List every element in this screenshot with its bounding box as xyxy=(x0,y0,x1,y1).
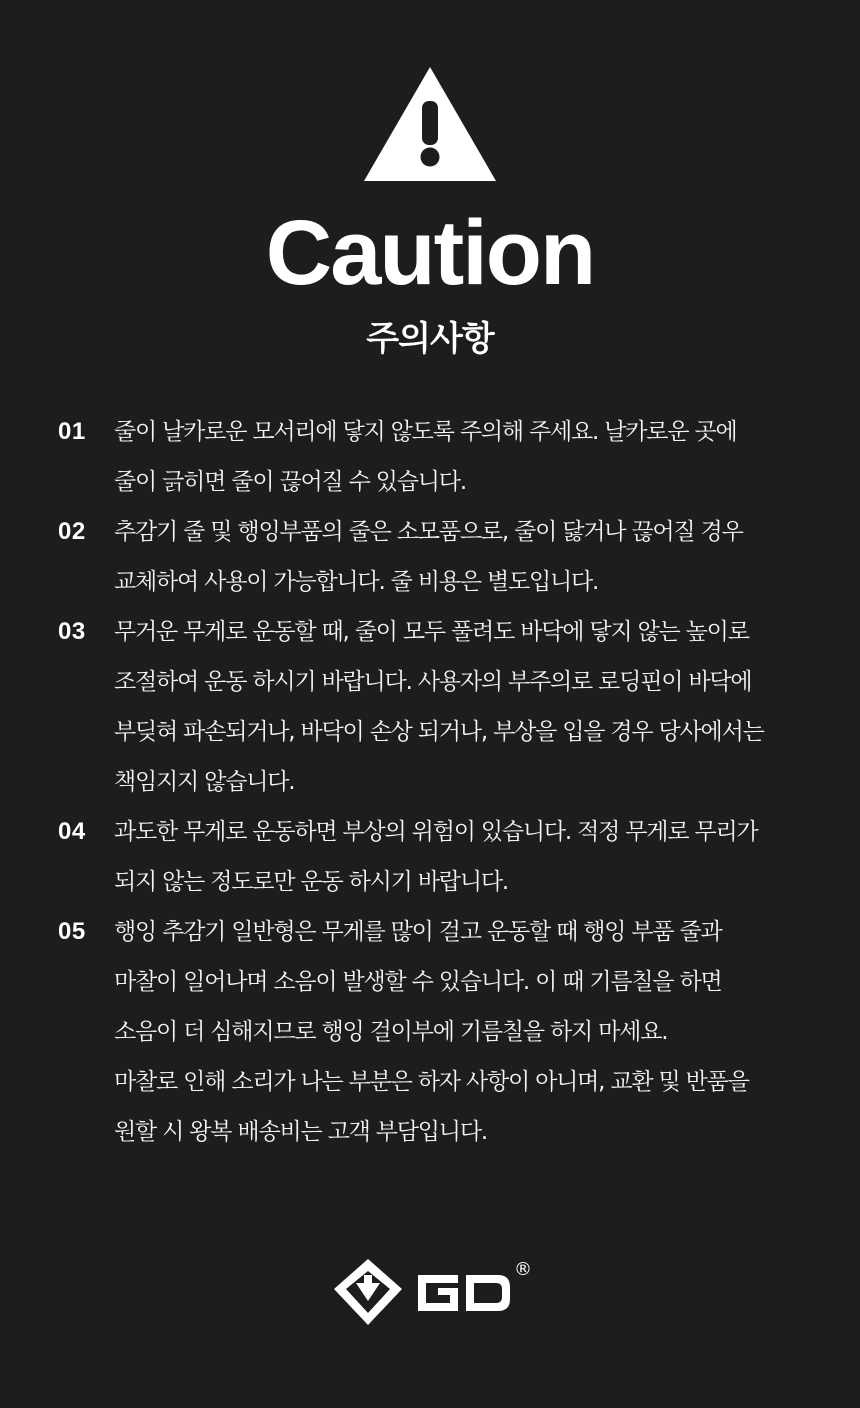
item-line: 마찰로 인해 소리가 나는 부분은 하자 사항이 아니며, 교환 및 반품을 xyxy=(114,1069,749,1095)
item-line: 추감기 줄 및 행잉부품의 줄은 소모품으로, 줄이 닳거나 끊어질 경우 xyxy=(114,519,743,545)
item-text xyxy=(114,607,818,807)
item-text xyxy=(114,907,818,1157)
item-number: 03 xyxy=(58,618,86,645)
item-line: 조절하여 운동 하시기 바랍니다. 사용자의 부주의로 로딩핀이 바닥에 xyxy=(114,669,752,695)
caution-list xyxy=(58,407,818,1157)
registered-mark: ® xyxy=(514,1259,532,1280)
caution-item xyxy=(58,407,818,507)
warning-triangle-icon xyxy=(364,67,496,181)
item-number: 04 xyxy=(58,818,86,845)
page-subtitle: 주의사항 xyxy=(366,319,494,359)
item-text xyxy=(114,507,818,607)
gd-logo xyxy=(330,1255,532,1327)
item-line: 되지 않는 정도로만 운동 하시기 바랍니다. xyxy=(114,869,508,895)
item-number: 01 xyxy=(58,418,86,445)
item-line: 부딪혀 파손되거나, 바닥이 손상 되거나, 부상을 입을 경우 당사에서는 xyxy=(114,719,764,745)
item-line: 원할 시 왕복 배송비는 고객 부담입니다. xyxy=(114,1119,487,1145)
logo-letter-d-icon xyxy=(466,1275,510,1311)
item-line: 교체하여 사용이 가능합니다. 줄 비용은 별도입니다. xyxy=(114,569,599,595)
item-line: 줄이 날카로운 모서리에 닿지 않도록 주의해 주세요. 날카로운 곳에 xyxy=(114,419,737,445)
item-line: 책임지지 않습니다. xyxy=(114,769,295,795)
item-line: 과도한 무게로 운동하면 부상의 위험이 있습니다. 적정 무게로 무리가 xyxy=(114,819,758,845)
item-text xyxy=(114,407,818,507)
item-line: 소음이 더 심해지므로 행잉 걸이부에 기름칠을 하지 마세요. xyxy=(114,1019,668,1045)
caution-item xyxy=(58,507,818,607)
item-line: 줄이 긁히면 줄이 끊어질 수 있습니다. xyxy=(114,469,466,495)
caution-item xyxy=(58,907,818,1157)
diamond-emblem-icon xyxy=(334,1259,402,1325)
item-number: 02 xyxy=(58,518,86,545)
item-text xyxy=(114,807,818,907)
item-line: 행잉 추감기 일반형은 무게를 많이 걸고 운동할 때 행잉 부품 줄과 xyxy=(114,919,722,945)
caution-item xyxy=(58,607,818,807)
item-line: 마찰이 일어나며 소음이 발생할 수 있습니다. 이 때 기름칠을 하면 xyxy=(114,969,722,995)
item-number: 05 xyxy=(58,918,86,945)
page-title: Caution xyxy=(265,202,595,304)
item-line: 무거운 무게로 운동할 때, 줄이 모두 풀려도 바닥에 닿지 않는 높이로 xyxy=(114,619,749,645)
logo-letter-g-icon xyxy=(418,1275,458,1311)
caution-item xyxy=(58,807,818,907)
